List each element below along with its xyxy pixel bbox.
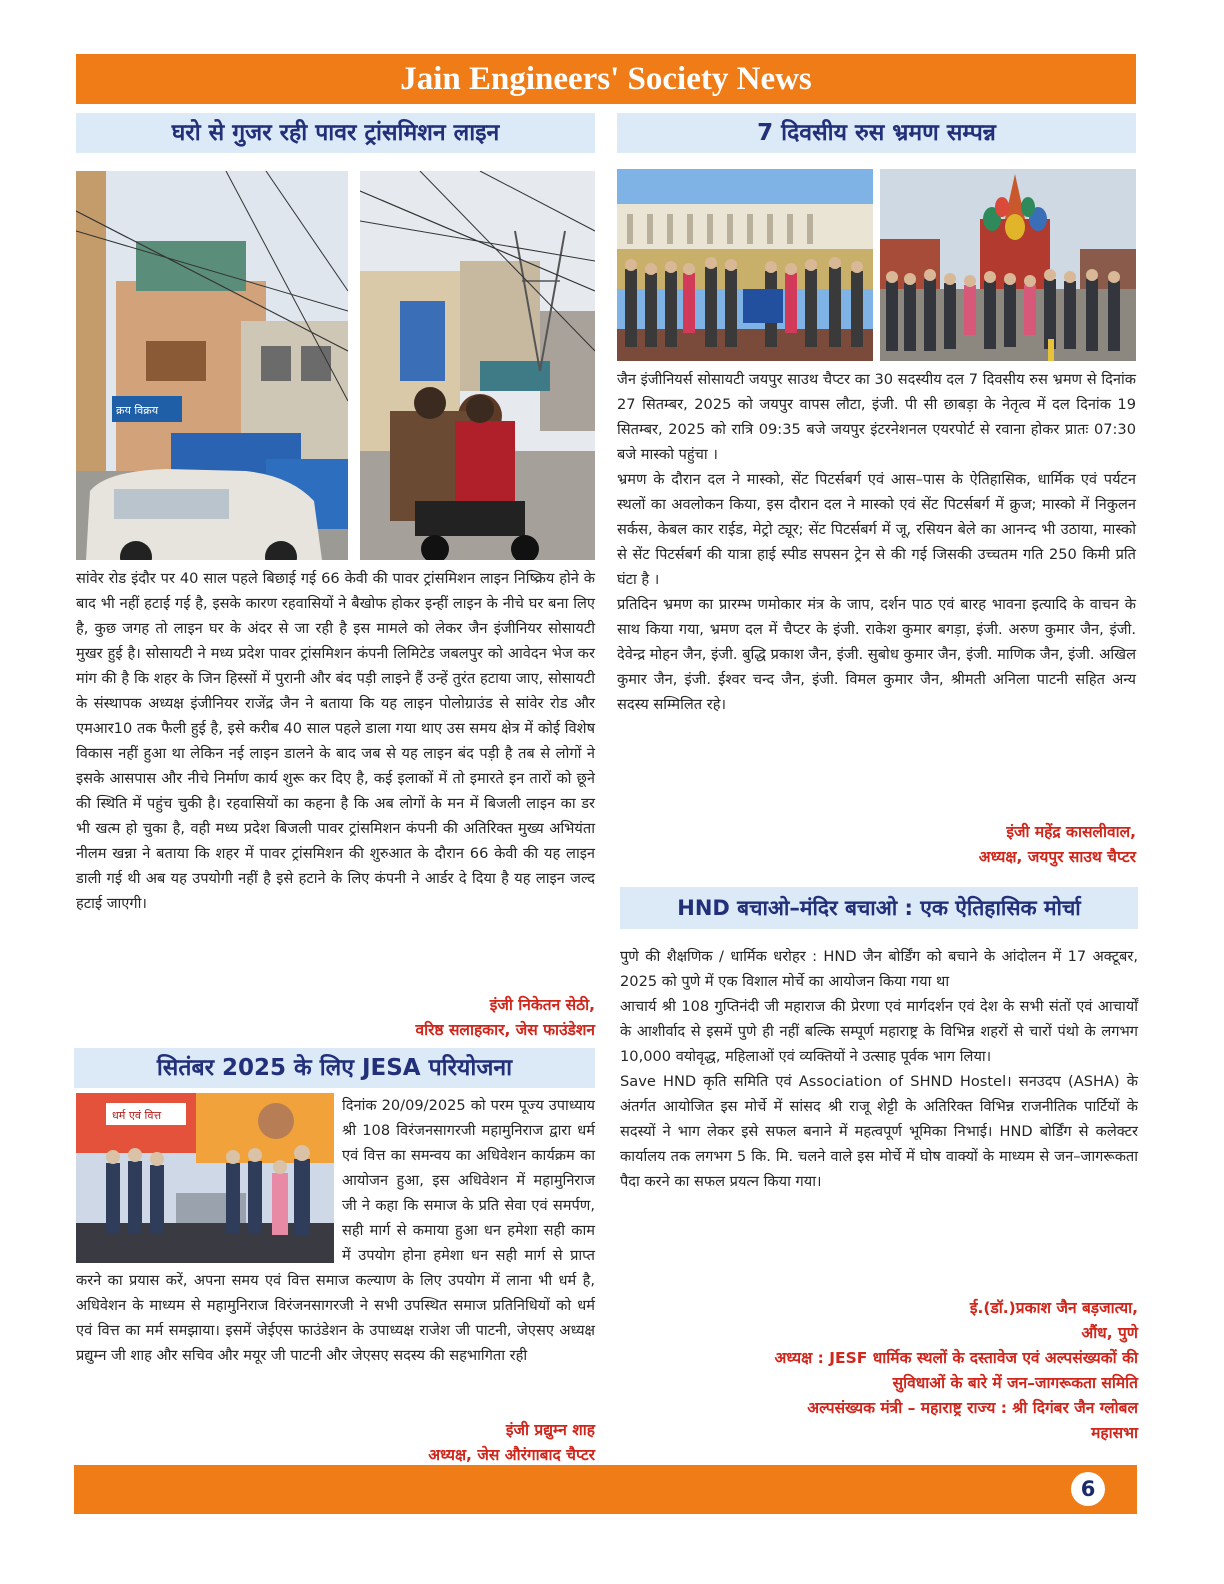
heading-jesa: सितंबर 2025 के लिए JESA परियोजना: [74, 1048, 595, 1088]
signature-russia: इंजी महेंद्र कासलीवाल, अध्यक्ष, जयपुर साउथ चैप्टर: [978, 823, 1136, 866]
heading-russia: 7 दिवसीय रुस भ्रमण सम्पन्न: [617, 113, 1136, 153]
signature-jesa: इंजी प्रद्युम्न शाह अध्यक्ष, जेस औरंगाबाद चैप्टर: [428, 1421, 595, 1464]
event-banner-text: धर्म एवं वित्त: [112, 1109, 162, 1122]
photo-street-motorbike: [360, 171, 595, 560]
photo-russia-cathedral-group: [880, 169, 1136, 361]
article-russia-body: जैन इंजीनियर्स सोसायटी जयपुर साउथ चैप्टर का 30 सदस्यीय दल 7 दिवसीय रुस भ्रमण से दिनांक 27 सितम्बर, 2025 को जयपुर वापस लौटा, इंजी. पी सी छाबड़ा के नेतृत्व में दल दिनांक 19 सितम्बर, 2025 को रात्रि 09:35 बजे जयपुर इंटरनेशनल एयरपोर्ट से रवाना होकर प्रातः 07:30 बजे मास्को पहुंचा । भ्रमण के दौरान दल ने मास्को, सेंट पिटर्सबर्ग एवं आस–पास के ऐतिहासिक, धार्मिक एवं पर्यटन स्थलों का अवलोकन किया, इस दौरान दल ने मास्को एवं सेंट पिटर्सबर्ग में क्रुज; मास्को में निकुलन सर्कस, केबल कार राईड, मेट्रो ट्यूर; सेंट पिटर्सबर्ग में जू, रसियन बेले का आनन्द भी उठाया, मास्को से सेंट पिटर्सबर्ग की यात्रा हाई स्पीड सपसन ट्रेन से की गई जिसकी उच्चतम गति 250 किमी प्रति घंटा है । प्रतिदिन भ्रमण का प्रारम्भ णमोकार मंत्र के जाप, दर्शन पाठ एवं बारह भावना इत्यादि के वाचन के साथ किया गया, भ्रमण दल में चैप्टर के इंजी. राकेश कुमार बगड़ा, इंजी. अरुण कुमार जैन, इंजी. देवेन्द्र मोहन जैन, इंजी. बुद्धि प्रकाश जैन, इंजी. सुबोध कुमार जैन, इंजी. माणिक जैन, इंजी. अखिल कुमार जैन, इंजी. ईश्वर चन्द जैन, इंजी. विमल कुमार जैन, श्रीमती अनिला पाटनी सहित अन्य सदस्य सम्मिलित रहे।: [617, 371, 1136, 713]
heading-power-line: घरो से गुजर रही पावर ट्रांसमिशन लाइन: [76, 113, 595, 153]
article-hnd-body: पुणे की शैक्षणिक / धार्मिक धरोहर : HND जैन बोर्डिंग को बचाने के आंदोलन में 17 अक्टूबर, 2025 को पुणे में एक विशाल मोर्चे का आयोजन किया गया था आचार्य श्री 108 गुप्तिनंदी जी महाराज की प्रेरणा एवं मार्गदर्शन एवं देश के सभी संतों एवं आचार्यों के आशीर्वाद से इसमें पुणे ही नहीं बल्कि सम्पूर्ण महाराष्ट्र के विभिन्न शहरों से चारों पंथो के लगभग 10,000 वयोवृद्ध, महिलाओं एवं व्यक्तियों ने उत्साह पूर्वक भाग लिया। Save HND कृति समिति एवं Association of SHND Hostel। सनउदप (ASHA) के अंतर्गत आयोजित इस मोर्चे में सांसद श्री राजू शेट्टी के अतिरिक्त विभिन्न राजनीतिक पार्टियों के सदस्यों ने भाग लेकर इसे सफल बनाने में महत्वपूर्ण भूमिका निभाई। HND बोर्डिंग से कलेक्टर कार्यालय तक लगभग 5 कि. मि. चलने वाले इस मोर्चे में घोष वाक्यों के माध्यम से जन–जागरूकता पैदा करने का सफल प्रयत्न किया गया।: [620, 948, 1138, 1190]
photo-jesa-event: [76, 1093, 334, 1263]
page-number: 6: [1071, 1472, 1105, 1506]
photo-street-building: [76, 171, 348, 560]
signature-power-line: इंजी निकेतन सेठी, वरिष्ठ सलाहकार, जेस फाउंडेशन: [415, 996, 595, 1039]
shop-sign-text: क्रय विक्रय: [116, 404, 159, 417]
photo-russia-palace-group: [617, 169, 873, 361]
article-power-line-body: सांवेर रोड इंदौर पर 40 साल पहले बिछाई गई 66 केवी की पावर ट्रांसमिशन लाइन निष्क्रिय होने के बाद भी नहीं हटाई गई है, इसके कारण रहवासियों ने बैखोफ होकर इन्हीं लाइन के नीचे घर बना लिए है, कुछ जगह तो लाइन घर के अंदर से जा रही है इस मामले को लेकर जैन इंजीनियर सोसायटी मुखर हुई है। सोसायटी ने मध्य प्रदेश पावर ट्रांसमिशन कंपनी लिमिटेड जबलपुर को आवेदन भेज कर मांग की है कि शहर के जिन हिस्सों में पुरानी और बंद पड़ी लाइने हैं उन्हें तुरंत हटाया जाए, सोसायटी के संस्थापक अध्यक्ष इंजीनियर राजेंद्र जैन ने बताया कि यह लाइन पोलोग्राउंड से सांवेर रोड और एमआर10 तक फैली हुई है, इसे करीब 40 साल पहले डाला गया थाए उस समय क्षेत्र में कोई विशेष विकास नहीं हुआ था लेकिन नई लाइन डालने के बाद जब से यह लाइन बंद पड़ी है तब से लोगों ने इसके आसपास और नीचे निर्माण कार्य शुरू कर दिए है, कई इलाकों में तो इमारते इन तारों को छूने की स्थिति में पहुंच चुकी है। रहवासियों का कहना है कि अब लोगों के मन में बिजली लाइन का डर भी खत्म हो चुका है, वही मध्य प्रदेश बिजली पावर ट्रांसमिशन कंपनी की अतिरिक्त मुख्य अभियंता नीलम खन्ना ने बताया कि शहर में पावर ट्रांसमिशन की शुरुआत के दौरान 66 केवी की यह लाइन डाली गई थी अब यह उपयोगी नहीं है इसे हटाने के लिए कंपनी ने आर्डर दे दिया है यह लाइन जल्द हटाई जाएगी।: [76, 570, 595, 912]
heading-hnd: HND बचाओ–मंदिर बचाओ : एक ऐतिहासिक मोर्चा: [620, 887, 1138, 929]
article-jesa-body: धर्म एवं वित्त दिनांक 20/09/2025 को परम पूज्य उपाध्याय श्री 108 विरंजनसागरजी महामुनिराज द्वारा धर्म एवं वित्त का समन्वय का अधिवेशन कार्यक्रम का आयोजन हुआ, इस अधिवेशन में महामुनिराज जी ने कहा कि समाज के प्रति सेवा एवं समर्पण, सही मार्ग से कमाया हुआ धन हमेशा सही काम में उपयोग होना हमेशा धन सही मार्ग से प्राप्त करने का प्रयास करें, अपना समय एवं वित्त समाज कल्याण के लिए उपयोग में लाना भी धर्म है, अधिवेशन के माध्यम से महामुनिराज विरंजनसागरजी ने सभी उपस्थित समाज प्रतिनिधियों को धर्म एवं वित्त का मर्म समझाया। इसमें जेईएस फाउंडेशन के उपाध्यक्ष राजेश जी पाटनी, जेएसए अध्यक्ष प्रद्युम्न जी शाह और सचिव और मयूर जी पाटनी और जेएसए सदस्य की सहभागिता रही: [76, 1093, 595, 1368]
masthead-banner: [76, 54, 1136, 104]
footer-bar: [74, 1465, 1137, 1514]
signature-hnd: ई.(डॉ.)प्रकाश जैन बड़जात्या, औंध, पुणे अध्यक्ष : JESF धार्मिक स्थलों के दस्तावेज एवं अल्पसंख्यकों की सुविधाओं के बारे में जन–जागरूकता समिति अल्पसंख्यक मंत्री – महाराष्ट्र राज्य : श्री दिगंबर जैन ग्लोबल महासभा: [774, 1299, 1138, 1442]
masthead-title: Jain Engineers' Society News: [400, 61, 812, 97]
